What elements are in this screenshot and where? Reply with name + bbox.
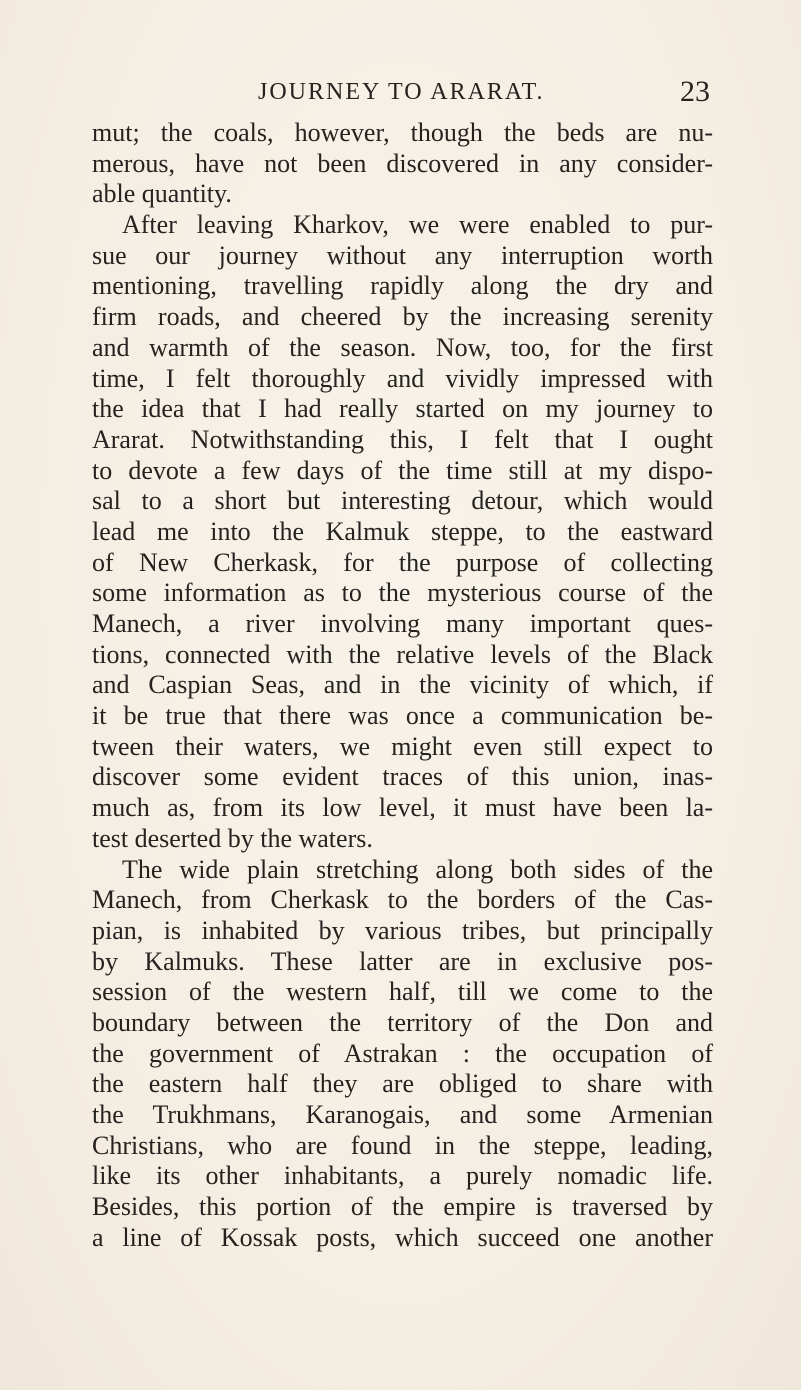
text-line: Christians, who are found in the steppe, leading, [92, 1130, 713, 1160]
text-line: pian, is inhabited by various tribes, but principally [92, 915, 713, 945]
text-line: session of the western half, till we come to the [92, 977, 713, 1007]
text-line: After leaving Kharkov, we were enabled to pur- [122, 210, 713, 240]
text-line: sal to a short but interesting detour, which would [92, 486, 713, 516]
text-line: it be true that there was once a communication be- [92, 701, 713, 731]
body-text [92, 118, 713, 1253]
text-line: Besides, this portion of the empire is traversed by [92, 1192, 713, 1222]
text-line: and Caspian Seas, and in the vicinity of which, if [92, 670, 713, 700]
text-line: discover some evident traces of this union, inas- [92, 762, 713, 792]
text-line: of New Cherkask, for the purpose of collecting [92, 547, 713, 577]
text-line: Manech, a river involving many important ques- [92, 609, 713, 638]
text-line: like its other inhabitants, a purely nomadic life. [92, 1161, 713, 1191]
text-line: and warmth of the season. Now, too, for the first [92, 332, 713, 362]
text-line: a line of Kossak posts, which succeed one another [92, 1222, 713, 1252]
text-line: sue our journey without any interruption worth [92, 240, 713, 270]
text-line: mentioning, travelling rapidly along the dry and [92, 271, 713, 301]
text-line: tions, connected with the relative levels of the Black [92, 639, 713, 669]
text-line: Manech, from Cherkask to the borders of the Cas- [92, 885, 713, 915]
text-line: mut; the coals, however, though the beds are nu- [92, 118, 713, 147]
page-number: 23 [680, 75, 710, 108]
text-line: tween their waters, we might even still expect to [92, 731, 713, 761]
text-line: boundary between the territory of the Don and [92, 1007, 713, 1037]
text-line: time, I felt thoroughly and vividly impressed with [92, 363, 713, 393]
text-line: the eastern half they are obliged to share with [92, 1069, 713, 1099]
running-head: JOURNEY TO ARARAT. [258, 79, 545, 105]
text-line: test deserted by the waters. [92, 823, 373, 853]
text-line: lead me into the Kalmuk steppe, to the eastward [92, 516, 713, 546]
text-line: by Kalmuks. These latter are in exclusive pos- [92, 946, 713, 976]
text-line: Ararat. Notwithstanding this, I felt that I ought [92, 424, 713, 454]
text-line: The wide plain stretching along both sides of the [122, 854, 713, 884]
text-line: the government of Astrakan : the occupation of [92, 1038, 713, 1068]
text-line: merous, have not been discovered in any consider- [92, 148, 713, 178]
text-line: able quantity. [92, 179, 232, 209]
page-header [0, 72, 801, 112]
text-line: much as, from its low level, it must have been la- [92, 793, 713, 823]
text-line: some information as to the mysterious course of the [92, 578, 713, 608]
text-line: the Trukhmans, Karanogais, and some Armenian [92, 1100, 713, 1129]
text-line: to devote a few days of the time still at my dispo- [92, 455, 713, 485]
text-line: firm roads, and cheered by the increasing serenity [92, 302, 713, 332]
text-line: the idea that I had really started on my journey to [92, 394, 713, 424]
